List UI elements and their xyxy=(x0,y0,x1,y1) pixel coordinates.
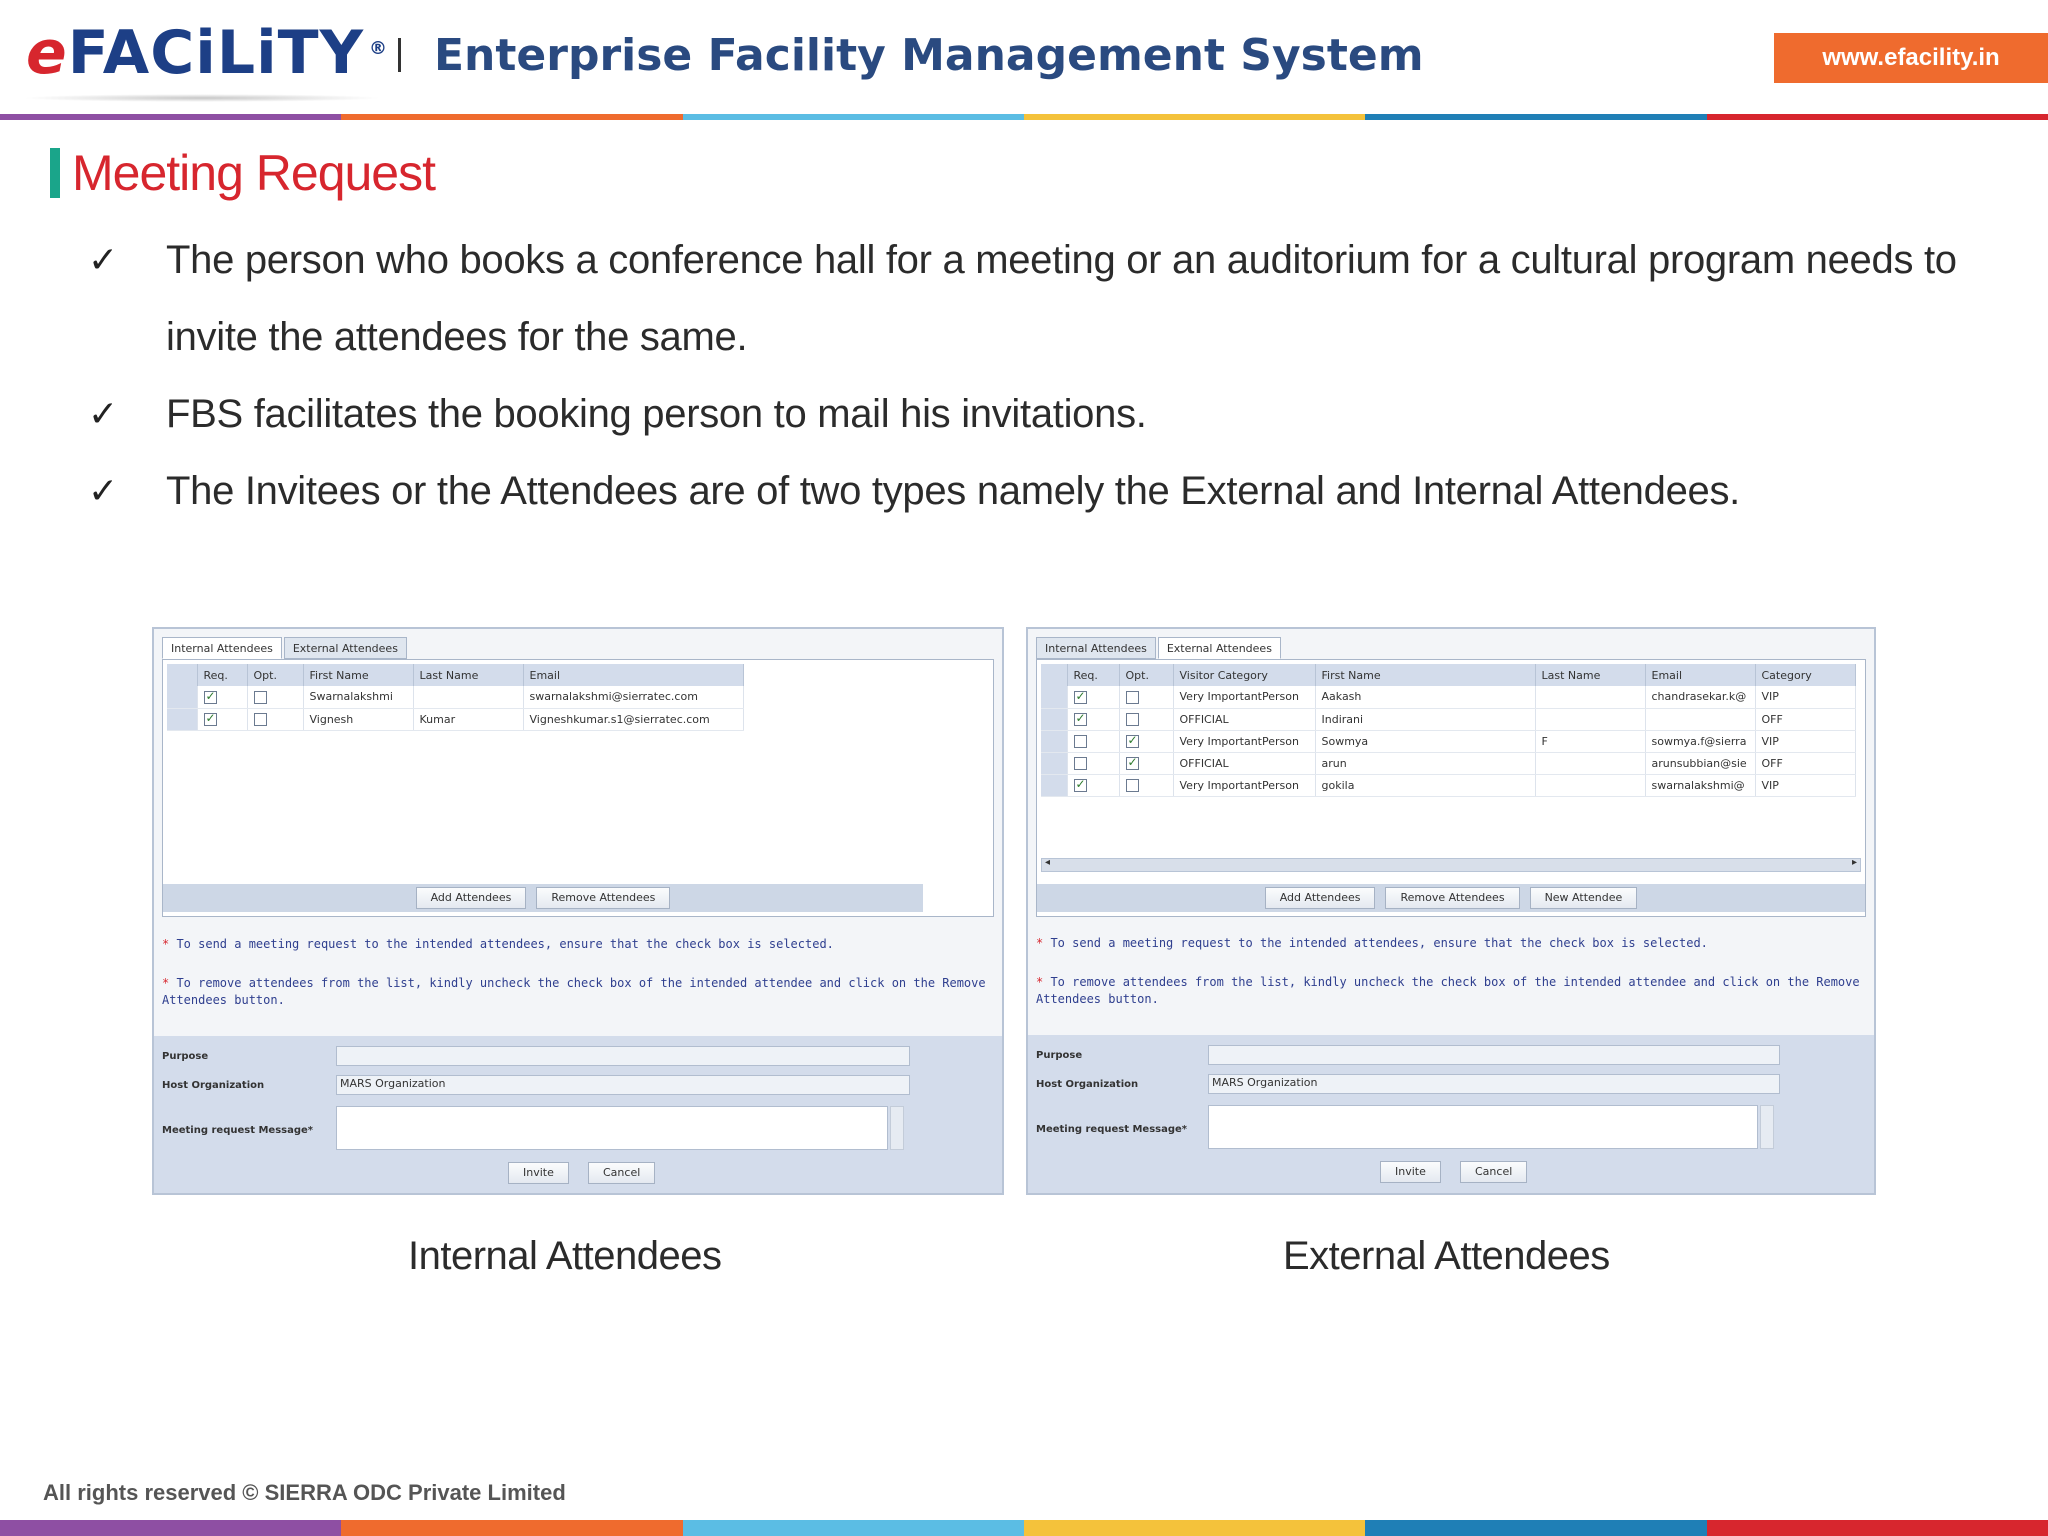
color-segment xyxy=(1707,114,2048,120)
note-bullet: * xyxy=(162,937,177,951)
color-segment xyxy=(341,114,682,120)
first-name-cell: Indirani xyxy=(1315,708,1535,730)
first-name-cell: Vignesh xyxy=(303,708,413,730)
email-cell: sowmya.f@sierra xyxy=(1645,730,1755,752)
textarea-scrollbar[interactable] xyxy=(1760,1105,1774,1149)
table-header-row xyxy=(167,664,743,686)
first-name-cell: gokila xyxy=(1315,774,1535,796)
visitor-category-cell: OFFICIAL xyxy=(1173,708,1315,730)
opt-checkbox[interactable] xyxy=(1126,735,1139,748)
tab-external-attendees[interactable]: External Attendees xyxy=(1158,637,1281,659)
efacility-logo[interactable] xyxy=(26,18,389,88)
attendee-tabs xyxy=(162,637,407,659)
header-divider xyxy=(398,38,401,72)
remove-attendees-button[interactable]: Remove Attendees xyxy=(1385,887,1519,909)
color-segment xyxy=(341,1520,682,1536)
category-cell: VIP xyxy=(1755,686,1855,708)
attendee-button-row xyxy=(1037,884,1865,912)
col-req[interactable]: Req. xyxy=(1067,664,1119,686)
bullet-list xyxy=(88,222,1988,530)
tab-internal-attendees[interactable]: Internal Attendees xyxy=(1036,637,1156,659)
scroll-left-icon[interactable]: ◂ xyxy=(1045,857,1051,868)
last-name-cell xyxy=(1535,774,1645,796)
table-row[interactable] xyxy=(167,708,743,730)
bullet-item xyxy=(88,453,1988,530)
instruction-notes xyxy=(1036,935,1866,1030)
email-cell: arunsubbian@sie xyxy=(1645,752,1755,774)
visitor-category-cell: Very ImportantPerson xyxy=(1173,686,1315,708)
opt-checkbox[interactable] xyxy=(1126,779,1139,792)
visitor-category-cell: Very ImportantPerson xyxy=(1173,774,1315,796)
internal-attendees-screenshot xyxy=(152,627,1004,1195)
first-name-cell: Aakash xyxy=(1315,686,1535,708)
note-bullet: * xyxy=(1036,936,1051,950)
attendee-tabs xyxy=(1036,637,1281,659)
col-email[interactable]: Email xyxy=(523,664,743,686)
col-req[interactable]: Req. xyxy=(197,664,247,686)
table-row[interactable] xyxy=(1041,730,1855,752)
color-segment xyxy=(683,114,1024,120)
website-link[interactable]: www.efacility.in xyxy=(1774,33,2048,83)
last-name-cell: Kumar xyxy=(413,708,523,730)
header-title: Enterprise Facility Management System xyxy=(434,30,1424,81)
purpose-label: Purpose xyxy=(1036,1050,1083,1061)
internal-attendees-caption: Internal Attendees xyxy=(408,1234,722,1278)
host-organization-label: Host Organization xyxy=(1036,1079,1139,1090)
category-cell: VIP xyxy=(1755,730,1855,752)
col-first-name[interactable]: First Name xyxy=(303,664,413,686)
color-segment xyxy=(1707,1520,2048,1536)
opt-checkbox[interactable] xyxy=(254,691,267,704)
invite-button[interactable]: Invite xyxy=(1380,1161,1441,1183)
email-cell: chandrasekar.k@ xyxy=(1645,686,1755,708)
instruction-note: * To remove attendees from the list, kindly uncheck the check box of the intended attendee and click on the Remove Attendees button. xyxy=(1036,975,1860,1006)
bullet-text: FBS facilitates the booking person to mail his invitations. xyxy=(166,392,1147,436)
attendee-button-row xyxy=(163,884,923,912)
first-name-cell: arun xyxy=(1315,752,1535,774)
col-category[interactable]: Category xyxy=(1755,664,1855,686)
host-organization-input[interactable]: MARS Organization xyxy=(336,1075,910,1095)
checkmark-icon: ✓ xyxy=(88,240,118,281)
horizontal-scrollbar[interactable] xyxy=(1041,858,1861,872)
category-cell: OFF xyxy=(1755,752,1855,774)
opt-checkbox[interactable] xyxy=(254,713,267,726)
req-checkbox[interactable] xyxy=(1074,713,1087,726)
tab-internal-attendees[interactable]: Internal Attendees xyxy=(162,637,282,659)
tab-external-attendees[interactable]: External Attendees xyxy=(284,637,407,659)
first-name-cell: Sowmya xyxy=(1315,730,1535,752)
last-name-cell: F xyxy=(1535,730,1645,752)
purpose-input[interactable] xyxy=(336,1046,910,1066)
bullet-item xyxy=(88,376,1988,453)
section-title-text: Meeting Request xyxy=(72,145,436,201)
meeting-message-label: Meeting request Message* xyxy=(1036,1124,1188,1135)
last-name-cell xyxy=(413,686,523,708)
req-checkbox[interactable] xyxy=(204,691,217,704)
cancel-button[interactable]: Cancel xyxy=(588,1162,655,1184)
opt-checkbox[interactable] xyxy=(1126,757,1139,770)
meeting-request-form xyxy=(1028,1035,1874,1193)
category-cell: OFF xyxy=(1755,708,1855,730)
opt-checkbox[interactable] xyxy=(1126,713,1139,726)
registered-mark: ® xyxy=(369,38,389,59)
email-cell: Vigneshkumar.s1@sierratec.com xyxy=(523,708,743,730)
new-attendee-button[interactable]: New Attendee xyxy=(1530,887,1638,909)
last-name-cell xyxy=(1535,686,1645,708)
col-opt[interactable]: Opt. xyxy=(1119,664,1173,686)
table-row[interactable] xyxy=(1041,774,1855,796)
purpose-label: Purpose xyxy=(162,1051,209,1062)
col-email[interactable]: Email xyxy=(1645,664,1755,686)
instruction-notes xyxy=(162,936,992,1031)
textarea-scrollbar[interactable] xyxy=(890,1106,904,1150)
note-bullet: * xyxy=(162,976,177,990)
table-row[interactable] xyxy=(1041,708,1855,730)
remove-attendees-button[interactable]: Remove Attendees xyxy=(536,887,670,909)
copyright-footer: All rights reserved © SIERRA ODC Private Limited xyxy=(43,1480,566,1505)
category-cell: VIP xyxy=(1755,774,1855,796)
add-attendees-button[interactable]: Add Attendees xyxy=(416,887,527,909)
table-row[interactable] xyxy=(167,686,743,708)
footer-color-bar xyxy=(0,1520,2048,1536)
color-segment xyxy=(1365,1520,1706,1536)
req-checkbox[interactable] xyxy=(1074,691,1087,704)
external-attendees-screenshot xyxy=(1026,627,1876,1195)
table-row[interactable] xyxy=(1041,752,1855,774)
last-name-cell xyxy=(1535,708,1645,730)
logo-shadow xyxy=(22,94,382,102)
req-checkbox[interactable] xyxy=(1074,735,1087,748)
internal-attendees-table xyxy=(167,664,744,731)
instruction-note: * To send a meeting request to the intended attendees, ensure that the check box is selected. xyxy=(162,937,834,951)
email-cell: swarnalakshmi@ xyxy=(1645,774,1755,796)
scroll-right-icon[interactable]: ▸ xyxy=(1851,857,1857,868)
first-name-cell: Swarnalakshmi xyxy=(303,686,413,708)
invite-button[interactable]: Invite xyxy=(508,1162,569,1184)
table-header-row xyxy=(1041,664,1855,686)
meeting-request-form xyxy=(154,1036,1002,1193)
col-last-name[interactable]: Last Name xyxy=(413,664,523,686)
req-checkbox[interactable] xyxy=(204,713,217,726)
color-segment xyxy=(1024,114,1365,120)
req-checkbox[interactable] xyxy=(1074,757,1087,770)
visitor-category-cell: Very ImportantPerson xyxy=(1173,730,1315,752)
col-visitor-category[interactable]: Visitor Category xyxy=(1173,664,1315,686)
instruction-note: * To send a meeting request to the intended attendees, ensure that the check box is selected. xyxy=(1036,936,1708,950)
purpose-input[interactable] xyxy=(1208,1045,1780,1065)
bullet-item xyxy=(88,222,1988,376)
meeting-message-textarea[interactable] xyxy=(1208,1105,1758,1149)
instruction-note: * To remove attendees from the list, kindly uncheck the check box of the intended attendee and click on the Remove Attendees button. xyxy=(162,976,986,1007)
host-organization-label: Host Organization xyxy=(162,1080,265,1091)
external-attendees-caption: External Attendees xyxy=(1283,1234,1610,1278)
email-cell: swarnalakshmi@sierratec.com xyxy=(523,686,743,708)
color-segment xyxy=(683,1520,1024,1536)
last-name-cell xyxy=(1535,752,1645,774)
meeting-message-label: Meeting request Message* xyxy=(162,1125,314,1136)
color-segment xyxy=(1365,114,1706,120)
external-attendees-table xyxy=(1041,664,1856,797)
col-opt[interactable]: Opt. xyxy=(247,664,303,686)
color-segment xyxy=(1024,1520,1365,1536)
col-first-name[interactable]: First Name xyxy=(1315,664,1535,686)
meeting-message-textarea[interactable] xyxy=(336,1106,888,1150)
visitor-category-cell: OFFICIAL xyxy=(1173,752,1315,774)
section-title xyxy=(50,146,435,200)
bullet-text: The Invitees or the Attendees are of two types namely the External and Internal Attendees. xyxy=(166,469,1740,513)
internal-attendees-panel xyxy=(162,659,994,917)
host-organization-input[interactable]: MARS Organization xyxy=(1208,1074,1780,1094)
checkmark-icon: ✓ xyxy=(88,471,118,512)
col-last-name[interactable]: Last Name xyxy=(1535,664,1645,686)
logo-e: e xyxy=(26,18,68,88)
external-attendees-panel xyxy=(1036,659,1866,917)
cancel-button[interactable]: Cancel xyxy=(1460,1161,1527,1183)
note-bullet: * xyxy=(1036,975,1051,989)
table-row[interactable] xyxy=(1041,686,1855,708)
add-attendees-button[interactable]: Add Attendees xyxy=(1265,887,1376,909)
logo-text: FACiLiTY xyxy=(67,18,365,88)
header-color-bar xyxy=(0,114,2048,120)
opt-checkbox[interactable] xyxy=(1126,691,1139,704)
page-header xyxy=(0,0,2048,118)
req-checkbox[interactable] xyxy=(1074,779,1087,792)
checkmark-icon: ✓ xyxy=(88,394,118,435)
email-cell xyxy=(1645,708,1755,730)
color-segment xyxy=(0,114,341,120)
bullet-text: The person who books a conference hall for a meeting or an auditorium for a cultural program needs to invite the attendees for the same. xyxy=(166,238,1957,359)
color-segment xyxy=(0,1520,341,1536)
title-accent-bar xyxy=(50,148,60,198)
